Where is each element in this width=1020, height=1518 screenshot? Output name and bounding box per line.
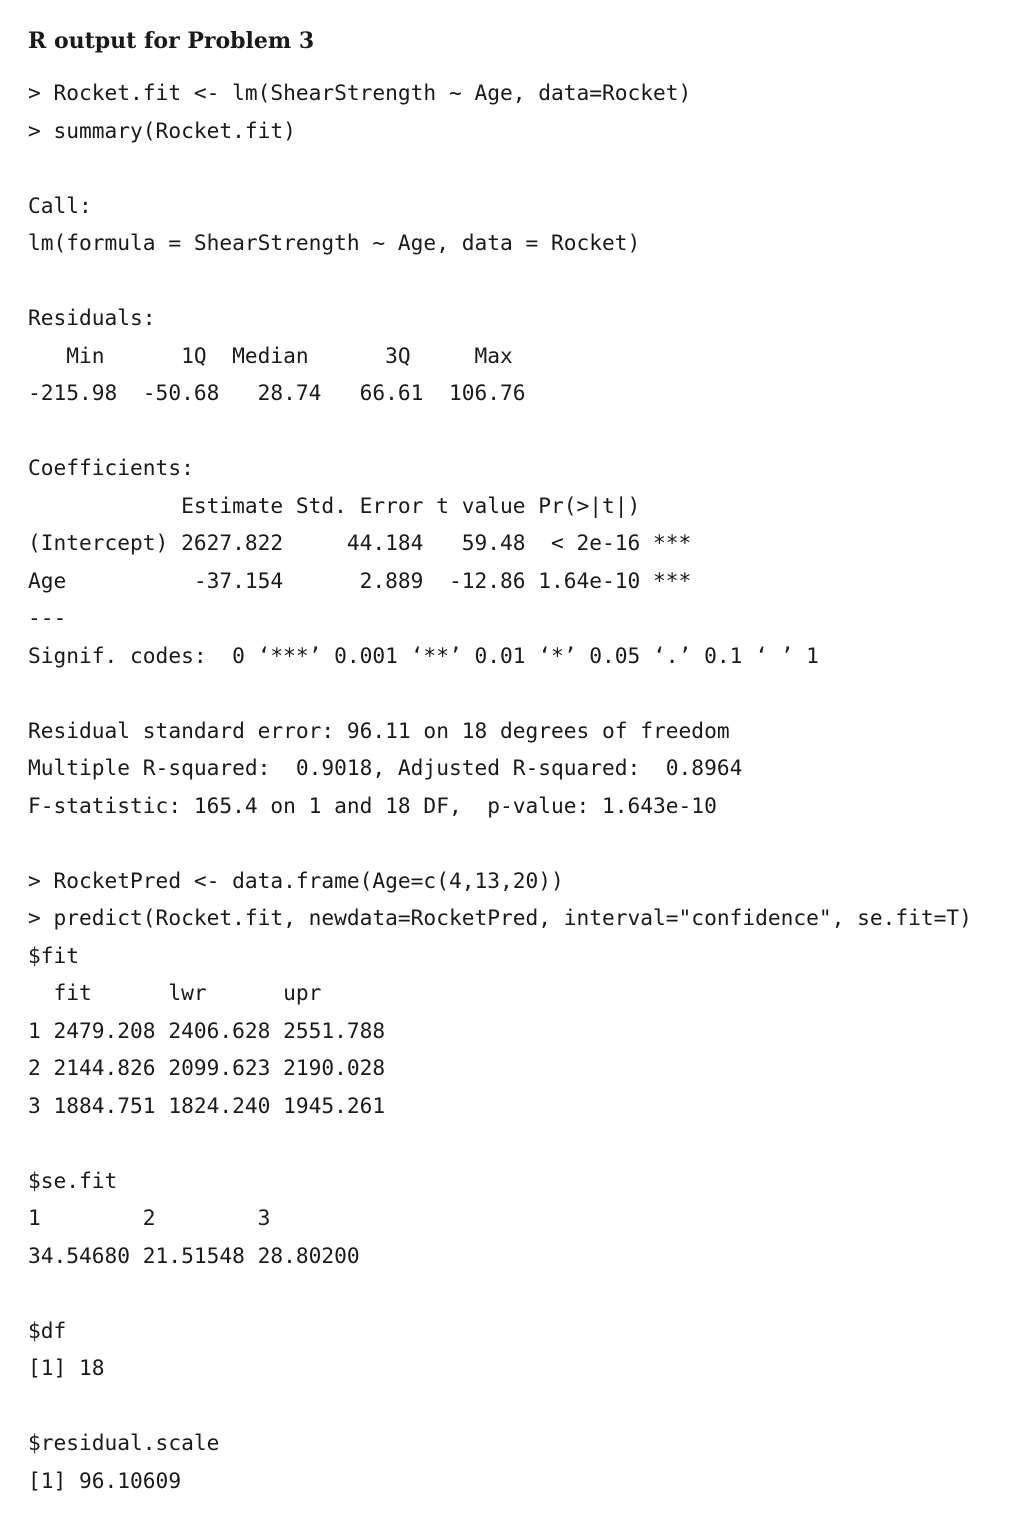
command-line-predict: > predict(Rocket.fit, newdata=RocketPred, interval="confidence", se.fit=T): [28, 905, 972, 930]
residual-scale-value: [1] 96.10609: [28, 1467, 182, 1493]
fit-table-row: 3 1884.751 1824.240 1945.261: [28, 1092, 386, 1118]
se-fit-header: $se.fit: [28, 1167, 118, 1193]
residual-standard-error-line: Residual standard error: 96.11 on 18 degrees of freedom: [28, 717, 730, 743]
se-fit-values-row: 34.54680 21.51548 28.80200: [28, 1242, 360, 1268]
blank-line: [28, 1124, 1003, 1162]
se-fit-index-row: 1 2 3: [28, 1205, 271, 1230]
blank-line: [28, 149, 1003, 187]
r-console-output: [28, 74, 1003, 1499]
coefficients-row-intercept: (Intercept) 2627.822 44.184 59.48 < 2e-16 ***: [28, 530, 692, 555]
df-header: $df: [28, 1317, 67, 1343]
df-value: [1] 18: [28, 1355, 105, 1380]
signif-codes-line: Signif. codes: 0 ‘***’ 0.001 ‘**’ 0.01 ‘*’ 0.05 ‘.’ 0.1 ‘ ’ 1: [28, 642, 819, 668]
call-formula: lm(formula = ShearStrength ~ Age, data = Rocket): [28, 230, 641, 255]
blank-line: [28, 412, 1003, 450]
coefficients-row-age: Age -37.154 2.889 -12.86 1.64e-10 ***: [28, 567, 692, 593]
residuals-table-header: Min 1Q Median 3Q Max: [28, 342, 513, 368]
fit-table-row: 2 2144.826 2099.623 2190.028: [28, 1055, 386, 1080]
coefficients-table-header: Estimate Std. Error t value Pr(>|t|): [28, 492, 641, 518]
fit-table-header: fit lwr upr: [28, 980, 322, 1005]
fit-table-row: 1 2479.208 2406.628 2551.788: [28, 1017, 386, 1043]
command-line-summary: > summary(Rocket.fit): [28, 117, 296, 143]
document-page: [28, 22, 1003, 1499]
command-line-dataframe: > RocketPred <- data.frame(Age=c(4,13,20)): [28, 867, 564, 893]
call-header: Call:: [28, 192, 92, 218]
blank-line: [28, 674, 1003, 712]
blank-line: [28, 824, 1003, 862]
blank-line: [28, 1387, 1003, 1425]
f-statistic-line: F-statistic: 165.4 on 1 and 18 DF, p-value: 1.643e-10: [28, 792, 717, 818]
r-squared-line: Multiple R-squared: 0.9018, Adjusted R-squared: 0.8964: [28, 755, 743, 780]
separator-line: ---: [28, 605, 67, 630]
residual-scale-header: $residual.scale: [28, 1430, 220, 1455]
residuals-table-values: -215.98 -50.68 28.74 66.61 106.76: [28, 380, 526, 405]
coefficients-header: Coefficients:: [28, 455, 194, 480]
fit-header: $fit: [28, 942, 80, 968]
document-title: R output for Problem 3: [28, 28, 315, 54]
blank-line: [28, 262, 1003, 300]
blank-line: [28, 1274, 1003, 1312]
residuals-header: Residuals:: [28, 305, 156, 330]
command-line-fit: > Rocket.fit <- lm(ShearStrength ~ Age, data=Rocket): [28, 80, 692, 105]
